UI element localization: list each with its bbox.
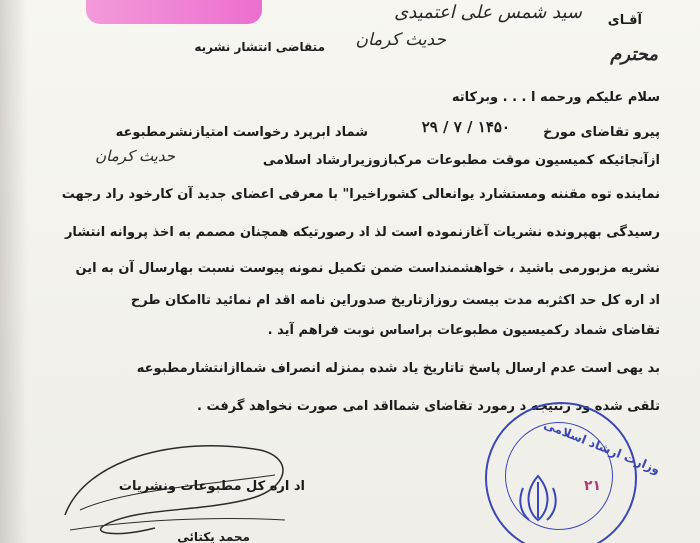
recipient-name-handwritten: سید شمس علی اعتمیدی xyxy=(394,2,582,23)
body-line-4: رسیدگی بهپرونده نشریات آغازنموده است لذ اد رصورتیکه همچنان مصمم به اخذ پروانه انتشار xyxy=(64,225,660,240)
stamp-number: ۲۱ xyxy=(584,478,602,494)
body-line-2: ازآنجائیکه کمیسیون موقت مطبوعات مرکبازوزیرارشاد اسلامی xyxy=(262,153,660,168)
signature-name: محمد یکتائی xyxy=(177,530,250,543)
greeting: سلام علیکم ورحمه ا . . . وبرکاته xyxy=(451,90,660,105)
body-line-1b: شماد ابرپرد رخواست امتیازنشرمطبوعه xyxy=(115,125,368,140)
body-line-1a: پیرو تقاضای مورخ xyxy=(543,125,660,140)
salutation-suffix: محترم xyxy=(610,44,658,65)
recipient-title: متقاضی انتشار نشریه xyxy=(194,40,325,54)
publication-name-handwritten: حدیث کرمان xyxy=(355,30,446,50)
pink-tab xyxy=(86,0,262,24)
body-line-3: نماینده توه مقننه ومستشارد یوانعالی کشوراخیرا" با معرفی اعضای جدید آن کارخود راد رجهت xyxy=(61,187,660,202)
page-edge-shadow xyxy=(0,0,28,543)
body-line-2-handwritten: حدیث کرمان xyxy=(95,147,175,165)
body-line-5: نشریه مزبورمی باشید ، خواهشمنداست ضمن تکمیل نمونه پیوست نسبت بهارسال آن به این xyxy=(75,261,660,276)
body-line-8: بد یهی است عدم ارسال پاسخ تاتاریخ یاد شده بمنزله انصراف شماازانتشارمطبوعه xyxy=(136,361,660,376)
signature-department: اد اره کل مطبوعات ونشریات xyxy=(118,479,305,494)
body-line-7: تقاضای شماد رکمیسیون مطبوعات براساس نوبت فراهم آید . xyxy=(267,323,660,338)
stamp-ministry-text: وزارت ارشاد اسلامی xyxy=(541,417,663,477)
iran-emblem-icon xyxy=(515,472,561,524)
body-line-6: اد اره کل حد اکثربه مدت بیست روزازتاریخ صدوراین نامه اقد ام نمائید تاامکان طرح xyxy=(130,293,660,308)
salutation-prefix: آقـای xyxy=(607,13,642,28)
body-line-9: تلقی شده ود رنتیجه د رمورد تقاضای شمااقد امی صورت نخواهد گرفت . xyxy=(197,399,660,414)
body-line-1-date: ۱۴۵۰ / ۷ / ۲۹ xyxy=(421,118,510,136)
